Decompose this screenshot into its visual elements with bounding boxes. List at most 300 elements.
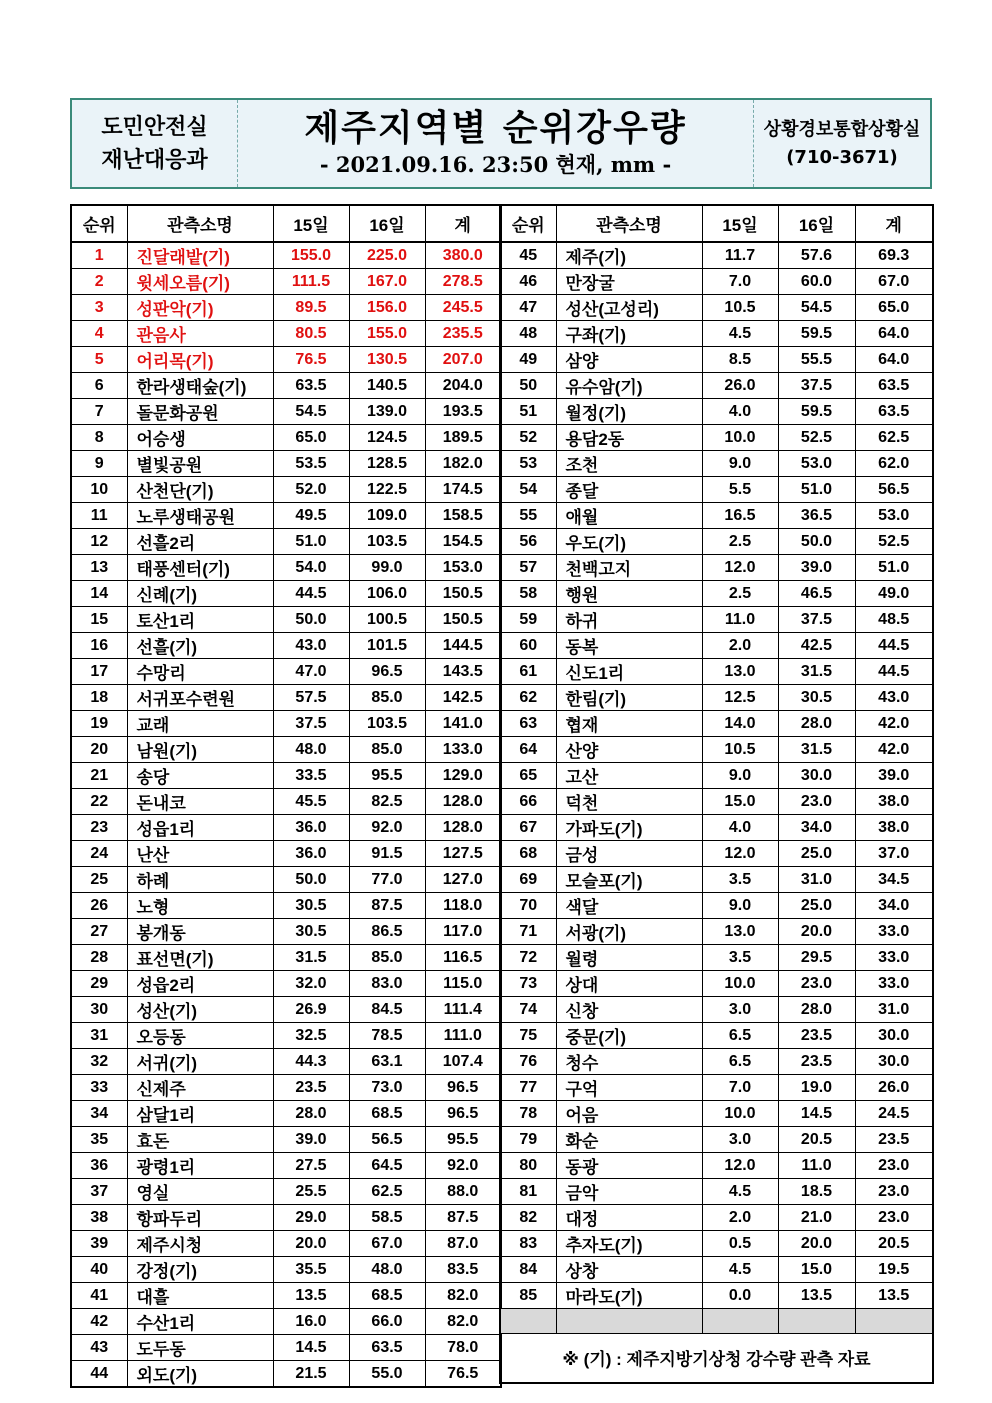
cell-total: 82.0	[425, 1309, 501, 1335]
cell-name: 구좌(기)	[556, 321, 702, 347]
page-title: 제주지역별 순위강우량	[304, 107, 687, 149]
cell-d16: 36.5	[778, 503, 855, 529]
cell-d16: 39.0	[778, 555, 855, 581]
cell-total: 52.5	[855, 529, 933, 555]
table-row	[71, 1023, 501, 1049]
cell-name: 표선면(기)	[127, 945, 273, 971]
cell-d15: 0.0	[702, 1283, 778, 1309]
table-row	[500, 841, 933, 867]
cell-total: 245.5	[425, 295, 501, 321]
cell-d16: 156.0	[349, 295, 425, 321]
cell-rank: 41	[71, 1283, 127, 1309]
cell-name: 제주(기)	[556, 242, 702, 269]
table-row	[500, 607, 933, 633]
table-row	[71, 1075, 501, 1101]
cell-total: 87.0	[425, 1231, 501, 1257]
cell-d15: 50.0	[273, 607, 349, 633]
cell-name: 별빛공원	[127, 451, 273, 477]
cell-d16: 25.0	[778, 893, 855, 919]
table-row	[500, 893, 933, 919]
cell-total: 44.5	[855, 633, 933, 659]
department-line-2: 재난대응과	[101, 147, 208, 173]
table-row	[71, 997, 501, 1023]
cell-rank: 45	[500, 242, 556, 269]
cell-name: 청수	[556, 1049, 702, 1075]
table-row	[71, 242, 501, 269]
cell-name: 서광(기)	[556, 919, 702, 945]
cell-name: 성산(고성리)	[556, 295, 702, 321]
cell-total: 31.0	[855, 997, 933, 1023]
cell-d15: 33.5	[273, 763, 349, 789]
cell-total: 64.0	[855, 321, 933, 347]
cell-total: 78.0	[425, 1335, 501, 1361]
cell-d15: 43.0	[273, 633, 349, 659]
cell-name: 구억	[556, 1075, 702, 1101]
cell-name: 천백고지	[556, 555, 702, 581]
cell-d16: 86.5	[349, 919, 425, 945]
table-row	[500, 399, 933, 425]
cell-total: 30.0	[855, 1023, 933, 1049]
cell-name: 진달래밭(기)	[127, 242, 273, 269]
blank-cell	[778, 1309, 855, 1334]
cell-total: 24.5	[855, 1101, 933, 1127]
cell-d15: 47.0	[273, 659, 349, 685]
cell-rank: 35	[71, 1127, 127, 1153]
cell-total: 38.0	[855, 815, 933, 841]
cell-rank: 17	[71, 659, 127, 685]
cell-name: 윗세오름(기)	[127, 269, 273, 295]
cell-d15: 15.0	[702, 789, 778, 815]
cell-rank: 19	[71, 711, 127, 737]
table-row	[71, 1127, 501, 1153]
cell-rank: 29	[71, 971, 127, 997]
cell-rank: 13	[71, 555, 127, 581]
table-row	[71, 555, 501, 581]
cell-name: 성판악(기)	[127, 295, 273, 321]
cell-d16: 67.0	[349, 1231, 425, 1257]
cell-total: 129.0	[425, 763, 501, 789]
cell-total: 92.0	[425, 1153, 501, 1179]
cell-d15: 25.5	[273, 1179, 349, 1205]
cell-rank: 48	[500, 321, 556, 347]
cell-total: 115.0	[425, 971, 501, 997]
cell-name: 노형	[127, 893, 273, 919]
table-row	[500, 1153, 933, 1179]
cell-rank: 38	[71, 1205, 127, 1231]
cell-d15: 48.0	[273, 737, 349, 763]
table-row	[71, 1335, 501, 1361]
table-row	[500, 945, 933, 971]
cell-d15: 36.0	[273, 841, 349, 867]
cell-rank: 62	[500, 685, 556, 711]
table-row	[71, 685, 501, 711]
cell-d16: 28.0	[778, 997, 855, 1023]
cell-d16: 109.0	[349, 503, 425, 529]
cell-rank: 68	[500, 841, 556, 867]
cell-d16: 55.5	[778, 347, 855, 373]
table-header-row	[71, 205, 501, 242]
cell-total: 19.5	[855, 1257, 933, 1283]
table-row	[71, 529, 501, 555]
table-row	[71, 945, 501, 971]
cell-name: 신례(기)	[127, 581, 273, 607]
cell-rank: 14	[71, 581, 127, 607]
cell-rank: 1	[71, 242, 127, 269]
table-row	[500, 1231, 933, 1257]
table-row	[500, 1205, 933, 1231]
cell-total: 63.5	[855, 399, 933, 425]
cell-total: 204.0	[425, 373, 501, 399]
table-row	[500, 321, 933, 347]
table-row	[71, 1231, 501, 1257]
table-row	[71, 893, 501, 919]
cell-name: 상창	[556, 1257, 702, 1283]
cell-name: 오등동	[127, 1023, 273, 1049]
cell-d16: 78.5	[349, 1023, 425, 1049]
cell-rank: 83	[500, 1231, 556, 1257]
table-row	[500, 451, 933, 477]
cell-name: 수망리	[127, 659, 273, 685]
cell-rank: 6	[71, 373, 127, 399]
cell-rank: 82	[500, 1205, 556, 1231]
column-header-d16: 16일	[778, 205, 855, 242]
table-row	[500, 242, 933, 269]
cell-d15: 36.0	[273, 815, 349, 841]
table-row	[71, 919, 501, 945]
cell-d16: 77.0	[349, 867, 425, 893]
cell-d15: 155.0	[273, 242, 349, 269]
rainfall-table-right	[499, 204, 934, 1384]
cell-d16: 51.0	[778, 477, 855, 503]
table-row	[71, 711, 501, 737]
cell-rank: 7	[71, 399, 127, 425]
blank-cell	[855, 1309, 933, 1334]
cell-d16: 31.5	[778, 659, 855, 685]
cell-rank: 31	[71, 1023, 127, 1049]
cell-rank: 37	[71, 1179, 127, 1205]
cell-total: 23.0	[855, 1205, 933, 1231]
cell-d15: 53.5	[273, 451, 349, 477]
cell-d16: 84.5	[349, 997, 425, 1023]
cell-rank: 5	[71, 347, 127, 373]
cell-total: 278.5	[425, 269, 501, 295]
table-row	[71, 633, 501, 659]
cell-total: 42.0	[855, 737, 933, 763]
table-row	[500, 373, 933, 399]
cell-name: 월정(기)	[556, 399, 702, 425]
cell-name: 조천	[556, 451, 702, 477]
cell-rank: 65	[500, 763, 556, 789]
cell-rank: 85	[500, 1283, 556, 1309]
cell-d16: 66.0	[349, 1309, 425, 1335]
table-row	[71, 1257, 501, 1283]
table-row	[71, 399, 501, 425]
cell-rank: 16	[71, 633, 127, 659]
table-row	[71, 581, 501, 607]
cell-d15: 31.5	[273, 945, 349, 971]
cell-d16: 23.5	[778, 1049, 855, 1075]
cell-total: 128.0	[425, 789, 501, 815]
cell-d15: 20.0	[273, 1231, 349, 1257]
cell-d16: 55.0	[349, 1361, 425, 1388]
cell-d15: 76.5	[273, 347, 349, 373]
cell-rank: 3	[71, 295, 127, 321]
cell-rank: 23	[71, 815, 127, 841]
cell-d15: 10.0	[702, 425, 778, 451]
cell-d15: 28.0	[273, 1101, 349, 1127]
cell-d16: 167.0	[349, 269, 425, 295]
cell-total: 96.5	[425, 1075, 501, 1101]
table-row	[71, 1283, 501, 1309]
table-row	[71, 347, 501, 373]
cell-total: 235.5	[425, 321, 501, 347]
cell-total: 174.5	[425, 477, 501, 503]
cell-d15: 37.5	[273, 711, 349, 737]
table-row	[500, 997, 933, 1023]
blank-cell	[556, 1309, 702, 1334]
cell-d15: 9.0	[702, 451, 778, 477]
cell-rank: 66	[500, 789, 556, 815]
cell-total: 62.0	[855, 451, 933, 477]
cell-d16: 59.5	[778, 321, 855, 347]
cell-rank: 26	[71, 893, 127, 919]
table-row	[500, 425, 933, 451]
cell-rank: 67	[500, 815, 556, 841]
cell-name: 항파두리	[127, 1205, 273, 1231]
cell-name: 하귀	[556, 607, 702, 633]
cell-name: 행원	[556, 581, 702, 607]
cell-d15: 2.0	[702, 1205, 778, 1231]
cell-total: 34.0	[855, 893, 933, 919]
cell-total: 53.0	[855, 503, 933, 529]
cell-d15: 3.5	[702, 867, 778, 893]
table-row	[500, 529, 933, 555]
cell-d15: 30.5	[273, 893, 349, 919]
cell-d15: 3.5	[702, 945, 778, 971]
cell-d15: 8.5	[702, 347, 778, 373]
cell-d15: 111.5	[273, 269, 349, 295]
table-row	[500, 1049, 933, 1075]
cell-d16: 155.0	[349, 321, 425, 347]
cell-d15: 27.5	[273, 1153, 349, 1179]
table-row	[500, 867, 933, 893]
cell-d16: 99.0	[349, 555, 425, 581]
cell-d15: 10.5	[702, 295, 778, 321]
cell-d15: 54.0	[273, 555, 349, 581]
cell-name: 신제주	[127, 1075, 273, 1101]
column-header-rank: 순위	[500, 205, 556, 242]
cell-name: 금성	[556, 841, 702, 867]
cell-d15: 6.5	[702, 1023, 778, 1049]
cell-total: 207.0	[425, 347, 501, 373]
cell-d16: 62.5	[349, 1179, 425, 1205]
cell-name: 우도(기)	[556, 529, 702, 555]
cell-rank: 46	[500, 269, 556, 295]
cell-d15: 26.9	[273, 997, 349, 1023]
cell-rank: 34	[71, 1101, 127, 1127]
cell-d15: 16.5	[702, 503, 778, 529]
cell-d15: 12.5	[702, 685, 778, 711]
cell-total: 150.5	[425, 581, 501, 607]
cell-name: 중문(기)	[556, 1023, 702, 1049]
cell-rank: 43	[71, 1335, 127, 1361]
cell-rank: 30	[71, 997, 127, 1023]
cell-total: 141.0	[425, 711, 501, 737]
table-row	[71, 477, 501, 503]
table-row	[500, 555, 933, 581]
table-row	[500, 503, 933, 529]
cell-d15: 12.0	[702, 555, 778, 581]
rainfall-table-left	[70, 204, 502, 1388]
cell-name: 삼양	[556, 347, 702, 373]
column-header-total: 계	[425, 205, 501, 242]
cell-d16: 130.5	[349, 347, 425, 373]
cell-total: 23.0	[855, 1179, 933, 1205]
cell-rank: 51	[500, 399, 556, 425]
cell-name: 태풍센터(기)	[127, 555, 273, 581]
cell-rank: 47	[500, 295, 556, 321]
table-row	[500, 581, 933, 607]
cell-d16: 31.0	[778, 867, 855, 893]
cell-total: 65.0	[855, 295, 933, 321]
column-header-d16: 16일	[349, 205, 425, 242]
cell-name: 화순	[556, 1127, 702, 1153]
cell-name: 교래	[127, 711, 273, 737]
cell-total: 33.0	[855, 971, 933, 997]
footnote: ※ (기) : 제주지방기상청 강수량 관측 자료	[500, 1333, 933, 1383]
cell-d16: 128.5	[349, 451, 425, 477]
cell-d16: 23.0	[778, 789, 855, 815]
table-row	[500, 1127, 933, 1153]
cell-name: 어음	[556, 1101, 702, 1127]
cell-d15: 4.0	[702, 399, 778, 425]
cell-rank: 55	[500, 503, 556, 529]
cell-d15: 2.0	[702, 633, 778, 659]
cell-total: 189.5	[425, 425, 501, 451]
cell-d15: 10.0	[702, 1101, 778, 1127]
cell-name: 산천단(기)	[127, 477, 273, 503]
cell-name: 서귀(기)	[127, 1049, 273, 1075]
cell-rank: 77	[500, 1075, 556, 1101]
cell-total: 76.5	[425, 1361, 501, 1388]
cell-d15: 29.0	[273, 1205, 349, 1231]
cell-name: 고산	[556, 763, 702, 789]
cell-d16: 37.5	[778, 607, 855, 633]
cell-rank: 73	[500, 971, 556, 997]
cell-total: 63.5	[855, 373, 933, 399]
cell-rank: 22	[71, 789, 127, 815]
cell-d16: 63.5	[349, 1335, 425, 1361]
cell-total: 48.5	[855, 607, 933, 633]
cell-d15: 26.0	[702, 373, 778, 399]
cell-name: 선흘2리	[127, 529, 273, 555]
cell-rank: 18	[71, 685, 127, 711]
table-row	[500, 815, 933, 841]
cell-total: 117.0	[425, 919, 501, 945]
cell-total: 118.0	[425, 893, 501, 919]
cell-d15: 30.5	[273, 919, 349, 945]
cell-d16: 73.0	[349, 1075, 425, 1101]
cell-name: 성읍2리	[127, 971, 273, 997]
table-row	[71, 1049, 501, 1075]
cell-d16: 56.5	[349, 1127, 425, 1153]
table-row	[500, 659, 933, 685]
table-row	[71, 1309, 501, 1335]
table-row	[500, 737, 933, 763]
cell-total: 33.0	[855, 945, 933, 971]
cell-rank: 32	[71, 1049, 127, 1075]
cell-d16: 64.5	[349, 1153, 425, 1179]
cell-d15: 9.0	[702, 763, 778, 789]
cell-name: 광령1리	[127, 1153, 273, 1179]
table-row	[500, 711, 933, 737]
cell-total: 142.5	[425, 685, 501, 711]
cell-rank: 59	[500, 607, 556, 633]
cell-rank: 74	[500, 997, 556, 1023]
cell-d15: 12.0	[702, 841, 778, 867]
cell-total: 182.0	[425, 451, 501, 477]
cell-d15: 65.0	[273, 425, 349, 451]
cell-d16: 20.0	[778, 919, 855, 945]
cell-name: 동광	[556, 1153, 702, 1179]
cell-d16: 85.0	[349, 685, 425, 711]
cell-total: 44.5	[855, 659, 933, 685]
cell-name: 금악	[556, 1179, 702, 1205]
cell-d15: 52.0	[273, 477, 349, 503]
cell-rank: 70	[500, 893, 556, 919]
cell-d16: 140.5	[349, 373, 425, 399]
cell-d16: 63.1	[349, 1049, 425, 1075]
cell-rank: 80	[500, 1153, 556, 1179]
table-row	[71, 269, 501, 295]
cell-d15: 44.5	[273, 581, 349, 607]
cell-d15: 4.0	[702, 815, 778, 841]
cell-rank: 33	[71, 1075, 127, 1101]
cell-total: 34.5	[855, 867, 933, 893]
cell-d15: 14.5	[273, 1335, 349, 1361]
cell-name: 남원(기)	[127, 737, 273, 763]
cell-rank: 36	[71, 1153, 127, 1179]
cell-d15: 2.5	[702, 529, 778, 555]
cell-rank: 9	[71, 451, 127, 477]
cell-d16: 100.5	[349, 607, 425, 633]
cell-name: 선흘(기)	[127, 633, 273, 659]
cell-d15: 51.0	[273, 529, 349, 555]
blank-row	[500, 1309, 933, 1334]
column-header-total: 계	[855, 205, 933, 242]
cell-total: 39.0	[855, 763, 933, 789]
table-row	[71, 841, 501, 867]
cell-d16: 85.0	[349, 737, 425, 763]
title-box	[238, 100, 754, 187]
cell-total: 127.5	[425, 841, 501, 867]
cell-name: 한라생태숲(기)	[127, 373, 273, 399]
cell-d16: 68.5	[349, 1101, 425, 1127]
cell-name: 하례	[127, 867, 273, 893]
cell-d16: 58.5	[349, 1205, 425, 1231]
cell-d16: 13.5	[778, 1283, 855, 1309]
cell-d16: 23.0	[778, 971, 855, 997]
cell-name: 영실	[127, 1179, 273, 1205]
cell-name: 대흘	[127, 1283, 273, 1309]
table-row	[71, 971, 501, 997]
cell-name: 덕천	[556, 789, 702, 815]
cell-d15: 13.0	[702, 659, 778, 685]
cell-name: 난산	[127, 841, 273, 867]
cell-rank: 61	[500, 659, 556, 685]
cell-name: 토산1리	[127, 607, 273, 633]
table-row	[500, 1179, 933, 1205]
